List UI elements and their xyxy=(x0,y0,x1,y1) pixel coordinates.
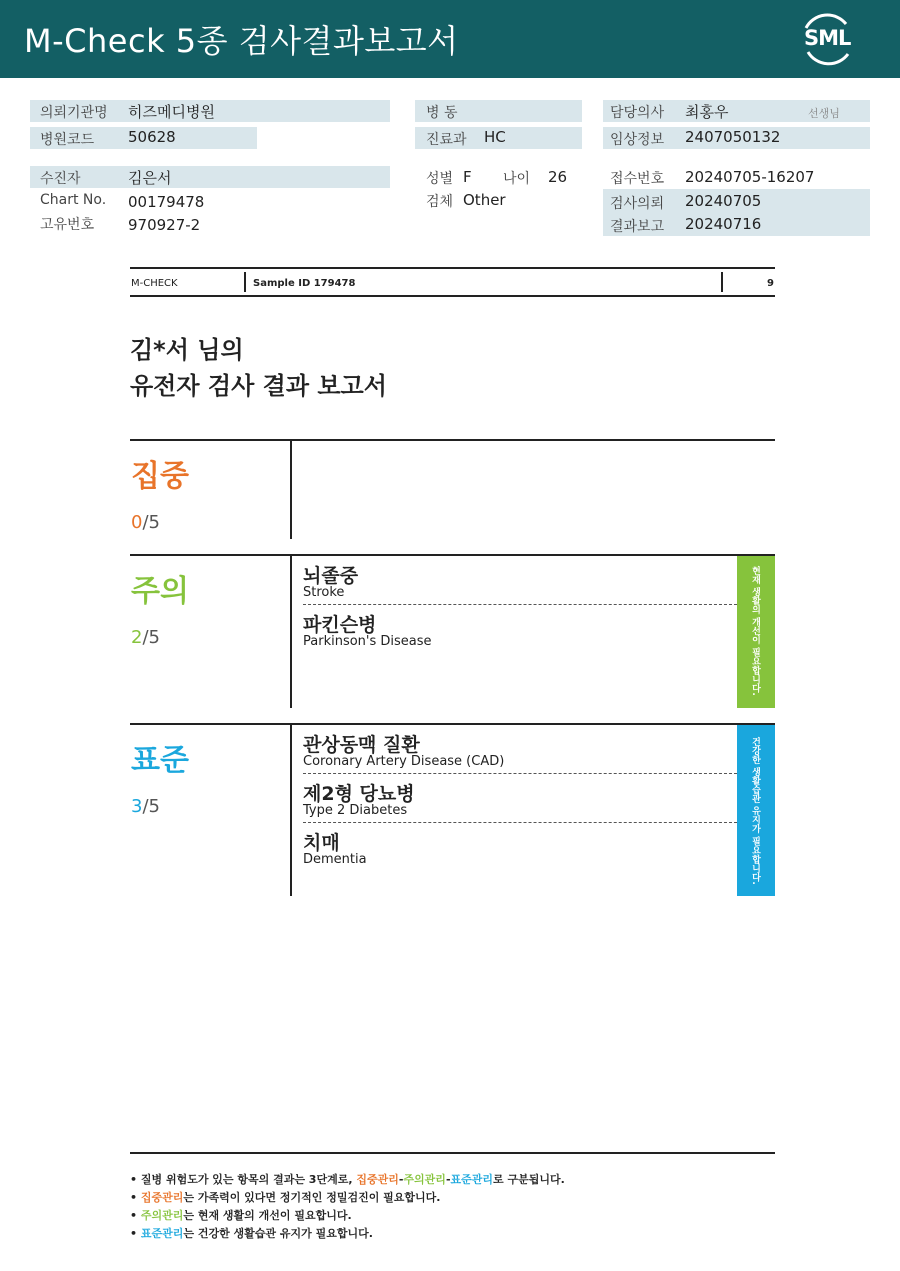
caution-side-bar xyxy=(737,556,775,708)
item-divider xyxy=(303,773,737,774)
page-number: 9 xyxy=(767,278,774,289)
notes-top-rule xyxy=(130,1152,775,1154)
report-date-value: 20240716 xyxy=(685,215,762,233)
item-divider xyxy=(303,604,737,605)
chart-label: Chart No. xyxy=(40,192,107,208)
chart-value: 00179478 xyxy=(128,193,205,211)
item-cad-en: Coronary Artery Disease (CAD) xyxy=(303,754,505,769)
item-dementia-ko: 치매 xyxy=(303,832,340,854)
hospital-label: 의뢰기관명 xyxy=(40,105,108,121)
doc-bottom-rule xyxy=(130,295,775,297)
standard-top-rule xyxy=(130,723,775,725)
patient-row xyxy=(30,166,390,188)
patient-label: 수진자 xyxy=(40,171,81,187)
item-dementia-en: Dementia xyxy=(303,852,367,867)
logo-text: SML xyxy=(804,26,851,50)
item-parkinson-en: Parkinson's Disease xyxy=(303,634,432,649)
focus-count xyxy=(131,512,160,533)
caution-title: 주의 xyxy=(131,574,189,609)
item-diabetes-ko: 제2형 당뇨병 xyxy=(303,783,415,805)
caution-count xyxy=(131,627,160,648)
code-value: 50628 xyxy=(128,128,176,146)
caution-count-total: /5 xyxy=(142,627,160,648)
note-3-a: 주의관리 xyxy=(140,1209,184,1222)
doctor-value: 최홍우 xyxy=(685,103,729,121)
caution-side-text: 현재 생활의 개선이 필요합니다. xyxy=(750,566,760,696)
note-1-f: 표준관리 xyxy=(450,1173,494,1186)
note-4-b: 는 건강한 생활습관 유지가 필요합니다. xyxy=(183,1227,373,1240)
focus-title: 집중 xyxy=(131,459,189,494)
standard-divider xyxy=(290,725,292,896)
report-heading-title: 유전자 검사 결과 보고서 xyxy=(130,372,387,400)
ward-label: 병 동 xyxy=(426,105,458,121)
note-2-a: 집중관리 xyxy=(140,1191,184,1204)
standard-title: 표준 xyxy=(131,743,189,778)
doctor-label: 담당의사 xyxy=(610,105,665,121)
standard-count-num: 3 xyxy=(131,796,143,817)
note-1-b: 집중관리 xyxy=(356,1173,399,1186)
standard-count-total: /5 xyxy=(142,796,160,817)
request-value: 20240705 xyxy=(685,192,762,210)
dept-value: HC xyxy=(484,128,506,146)
code-label: 병원코드 xyxy=(40,132,95,148)
note-2-b: 는 가족력이 있다면 정기적인 정밀검진이 필요합니다. xyxy=(183,1191,441,1204)
report-heading xyxy=(130,332,387,404)
item-divider xyxy=(303,822,737,823)
doc-top-rule xyxy=(130,267,775,269)
clinical-value: 2407050132 xyxy=(685,128,781,146)
caution-count-num: 2 xyxy=(131,627,143,648)
item-parkinson-ko: 파킨슨병 xyxy=(303,614,377,636)
id-value: 970927-2 xyxy=(128,216,201,234)
item-diabetes-en: Type 2 Diabetes xyxy=(303,803,408,818)
note-2: • 집중관리는 가족력이 있다면 정기적인 정밀검진이 필요합니다. xyxy=(130,1191,441,1204)
id-label: 고유번호 xyxy=(40,217,95,233)
receipt-label: 접수번호 xyxy=(610,171,665,187)
report-heading-name: 김*서 님의 xyxy=(130,336,244,364)
item-cad-ko: 관상동맥 질환 xyxy=(303,734,420,756)
note-1-c: - xyxy=(398,1173,404,1186)
patient-value: 김은서 xyxy=(128,169,172,187)
sample-id: Sample ID 179478 xyxy=(253,278,356,289)
standard-count xyxy=(131,796,160,817)
specimen-label: 검체 xyxy=(426,194,454,210)
focus-top-rule xyxy=(130,439,775,441)
doc-divider-2 xyxy=(721,272,723,292)
focus-count-total: /5 xyxy=(142,512,160,533)
note-3: • 주의관리는 현재 생활의 개선이 필요합니다. xyxy=(130,1209,352,1222)
clinical-label: 임상정보 xyxy=(610,132,665,148)
focus-divider xyxy=(290,441,292,539)
note-4-a: 표준관리 xyxy=(140,1227,184,1240)
item-stroke-ko: 뇌졸중 xyxy=(303,565,359,587)
report-title: M-Check 5종 검사결과보고서 xyxy=(24,22,459,60)
note-1-g: 로 구분됩니다. xyxy=(493,1173,565,1186)
note-1-e: - xyxy=(445,1173,451,1186)
hospital-value: 히즈메디병원 xyxy=(128,103,215,121)
receipt-value: 20240705-16207 xyxy=(685,168,815,186)
caution-divider xyxy=(290,556,292,708)
doc-brand: M-CHECK xyxy=(131,278,178,289)
caution-top-rule xyxy=(130,554,775,556)
item-stroke-en: Stroke xyxy=(303,585,345,600)
header-bar xyxy=(0,0,900,78)
sex-value: F xyxy=(463,168,472,186)
dept-label: 진료과 xyxy=(426,132,467,148)
note-3-b: 는 현재 생활의 개선이 필요합니다. xyxy=(183,1209,352,1222)
age-label: 나이 xyxy=(503,171,531,187)
standard-side-text: 건강한 생활습관 유지가 필요합니다. xyxy=(750,737,760,885)
sml-logo xyxy=(798,12,856,66)
standard-side-bar xyxy=(737,725,775,896)
note-4: • 표준관리는 건강한 생활습관 유지가 필요합니다. xyxy=(130,1227,373,1240)
specimen-value: Other xyxy=(463,191,506,209)
sex-label: 성별 xyxy=(426,171,454,187)
report-date-label: 결과보고 xyxy=(610,219,665,235)
doctor-suffix: 선생님 xyxy=(808,107,840,120)
note-1-a: 질병 위험도가 있는 항목의 결과는 3단계로, xyxy=(140,1173,357,1186)
doc-divider-1 xyxy=(244,272,246,292)
age-value: 26 xyxy=(548,168,568,186)
note-1: • 질병 위험도가 있는 항목의 결과는 3단계로, 집중관리-주의관리-표준관리로 구분됩니다. xyxy=(130,1173,565,1186)
request-label: 검사의뢰 xyxy=(610,196,665,212)
note-1-d: 주의관리 xyxy=(403,1173,446,1186)
focus-count-num: 0 xyxy=(131,512,143,533)
